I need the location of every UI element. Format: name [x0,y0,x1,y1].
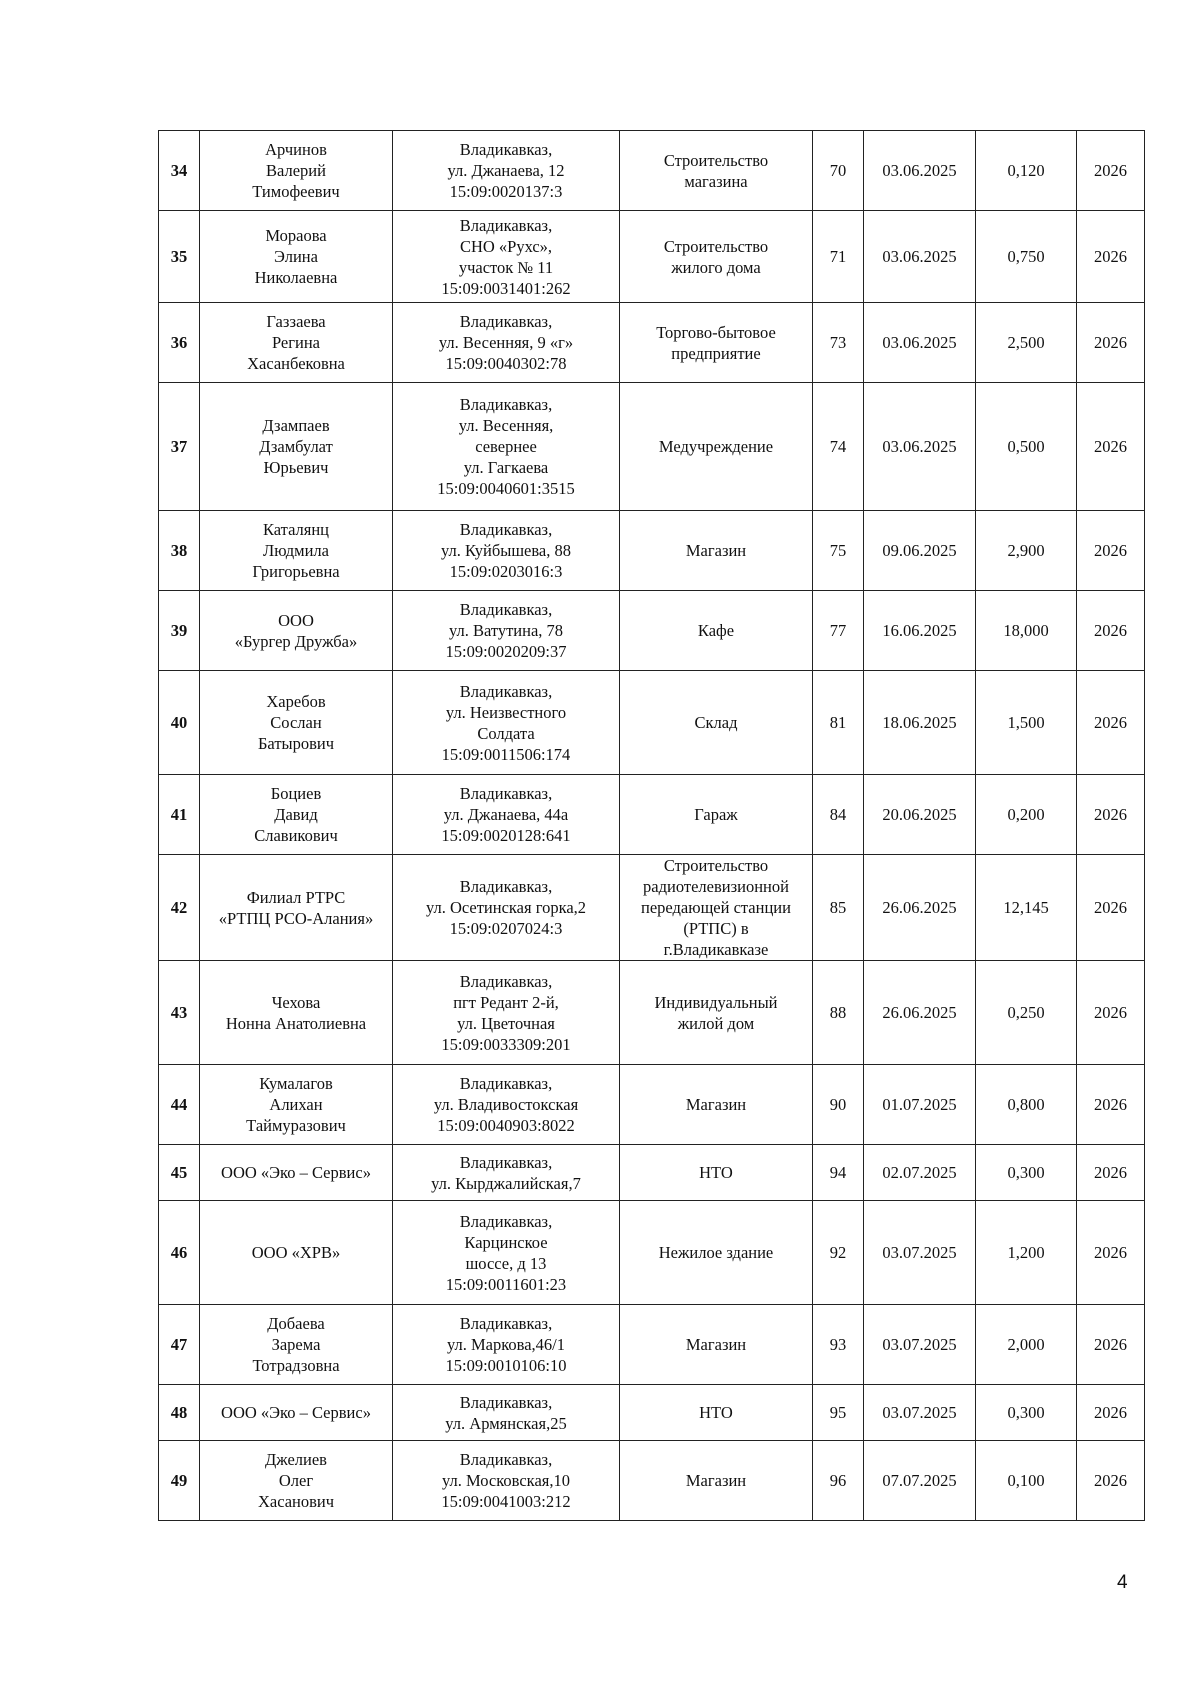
plot-purpose: Строительство радиотелевизионной передающей станции (РТПС) в г.Владикавказе [620,855,813,961]
plot-purpose: Гараж [620,775,813,855]
plot-address: Владикавказ, ул. Ватутина, 78 15:09:0020209:37 [393,591,620,671]
owner-name: Джелиев Олег Хасанович [200,1441,393,1521]
owner-name: Газзаева Регина Хасанбековна [200,303,393,383]
owner-name: ООО «Бургер Дружба» [200,591,393,671]
term-year: 2026 [1077,1385,1145,1441]
record-number: 84 [813,775,864,855]
row-number: 34 [159,131,200,211]
record-number: 73 [813,303,864,383]
record-number: 96 [813,1441,864,1521]
owner-name: Филиал РТРС «РТПЦ РСО-Алания» [200,855,393,961]
record-number: 93 [813,1305,864,1385]
page-number: 4 [1117,1572,1128,1593]
term-year: 2026 [1077,1145,1145,1201]
table-row [159,383,1145,511]
record-date: 03.07.2025 [864,1305,976,1385]
term-year: 2026 [1077,961,1145,1065]
table-row [159,1385,1145,1441]
plot-address: Владикавказ, ул. Куйбышева, 88 15:09:0203016:3 [393,511,620,591]
plot-area: 2,000 [976,1305,1077,1385]
plot-address: Владикавказ, ул. Джанаева, 12 15:09:0020137:3 [393,131,620,211]
plot-purpose: НТО [620,1385,813,1441]
term-year: 2026 [1077,775,1145,855]
owner-name: ООО «Эко – Сервис» [200,1385,393,1441]
plot-purpose: Нежилое здание [620,1201,813,1305]
term-year: 2026 [1077,211,1145,303]
row-number: 42 [159,855,200,961]
plot-address: Владикавказ, ул. Владивостокская 15:09:0040903:8022 [393,1065,620,1145]
plot-area: 0,250 [976,961,1077,1065]
plot-address: Владикавказ, пгт Редант 2-й, ул. Цветочная 15:09:0033309:201 [393,961,620,1065]
term-year: 2026 [1077,1201,1145,1305]
plot-address: Владикавказ, ул. Кырджалийская,7 [393,1145,620,1201]
record-number: 81 [813,671,864,775]
owner-name: Дзампаев Дзамбулат Юрьевич [200,383,393,511]
plot-address: Владикавказ, ул. Неизвестного Солдата 15:09:0011506:174 [393,671,620,775]
plot-address: Владикавказ, ул. Маркова,46/1 15:09:0010106:10 [393,1305,620,1385]
table-row [159,1145,1145,1201]
plot-address: Владикавказ, ул. Армянская,25 [393,1385,620,1441]
plot-purpose: Магазин [620,1441,813,1521]
term-year: 2026 [1077,303,1145,383]
plot-purpose: НТО [620,1145,813,1201]
plot-area: 1,200 [976,1201,1077,1305]
plot-address: Владикавказ, ул. Осетинская горка,2 15:09:0207024:3 [393,855,620,961]
plot-area: 2,900 [976,511,1077,591]
row-number: 39 [159,591,200,671]
row-number: 38 [159,511,200,591]
term-year: 2026 [1077,511,1145,591]
table-row [159,511,1145,591]
plot-area: 12,145 [976,855,1077,961]
plot-area: 0,500 [976,383,1077,511]
record-number: 71 [813,211,864,303]
plot-area: 0,750 [976,211,1077,303]
plot-purpose: Магазин [620,1065,813,1145]
plot-purpose: Магазин [620,511,813,591]
record-date: 26.06.2025 [864,961,976,1065]
record-number: 75 [813,511,864,591]
record-number: 70 [813,131,864,211]
record-date: 09.06.2025 [864,511,976,591]
plot-purpose: Индивидуальный жилой дом [620,961,813,1065]
record-date: 03.06.2025 [864,131,976,211]
record-date: 01.07.2025 [864,1065,976,1145]
row-number: 47 [159,1305,200,1385]
plot-area: 0,300 [976,1385,1077,1441]
row-number: 44 [159,1065,200,1145]
owner-name: Боциев Давид Славикович [200,775,393,855]
plot-area: 1,500 [976,671,1077,775]
row-number: 49 [159,1441,200,1521]
table-row [159,1065,1145,1145]
table-row [159,1441,1145,1521]
table-row [159,671,1145,775]
table-row [159,855,1145,961]
row-number: 40 [159,671,200,775]
row-number: 36 [159,303,200,383]
table-row [159,775,1145,855]
row-number: 37 [159,383,200,511]
plot-purpose: Строительство магазина [620,131,813,211]
table-row [159,961,1145,1065]
record-date: 03.06.2025 [864,211,976,303]
plot-purpose: Кафе [620,591,813,671]
owner-name: ООО «Эко – Сервис» [200,1145,393,1201]
table-row [159,303,1145,383]
plot-address: Владикавказ, ул. Весенняя, севернее ул. Гагкаева 15:09:0040601:3515 [393,383,620,511]
record-number: 94 [813,1145,864,1201]
plot-address: Владикавказ, СНО «Рухс», участок № 11 15:09:0031401:262 [393,211,620,303]
owner-name: ООО «ХРВ» [200,1201,393,1305]
record-date: 03.07.2025 [864,1201,976,1305]
owner-name: Харебов Сослан Батырович [200,671,393,775]
plot-area: 0,120 [976,131,1077,211]
record-number: 88 [813,961,864,1065]
owner-name: Добаева Зарема Тотрадзовна [200,1305,393,1385]
table-row [159,211,1145,303]
plot-purpose: Торгово-бытовое предприятие [620,303,813,383]
plot-area: 0,300 [976,1145,1077,1201]
plot-address: Владикавказ, ул. Весенняя, 9 «г» 15:09:0040302:78 [393,303,620,383]
record-date: 03.06.2025 [864,303,976,383]
term-year: 2026 [1077,131,1145,211]
term-year: 2026 [1077,591,1145,671]
owner-name: Арчинов Валерий Тимофеевич [200,131,393,211]
row-number: 48 [159,1385,200,1441]
plot-area: 0,800 [976,1065,1077,1145]
record-date: 03.07.2025 [864,1385,976,1441]
record-date: 07.07.2025 [864,1441,976,1521]
plot-area: 0,100 [976,1441,1077,1521]
row-number: 41 [159,775,200,855]
plot-purpose: Медучреждение [620,383,813,511]
record-number: 95 [813,1385,864,1441]
plot-address: Владикавказ, Карцинское шоссе, д 13 15:09:0011601:23 [393,1201,620,1305]
owner-name: Кумалагов Алихан Таймуразович [200,1065,393,1145]
row-number: 45 [159,1145,200,1201]
owner-name: Чехова Нонна Анатолиевна [200,961,393,1065]
record-number: 85 [813,855,864,961]
record-date: 16.06.2025 [864,591,976,671]
owner-name: Каталянц Людмила Григорьевна [200,511,393,591]
owner-name: Мораова Элина Николаевна [200,211,393,303]
term-year: 2026 [1077,1305,1145,1385]
record-number: 92 [813,1201,864,1305]
plot-purpose: Строительство жилого дома [620,211,813,303]
plot-purpose: Склад [620,671,813,775]
row-number: 46 [159,1201,200,1305]
row-number: 43 [159,961,200,1065]
plot-area: 2,500 [976,303,1077,383]
term-year: 2026 [1077,383,1145,511]
term-year: 2026 [1077,855,1145,961]
plot-area: 18,000 [976,591,1077,671]
plot-address: Владикавказ, ул. Московская,10 15:09:0041003:212 [393,1441,620,1521]
table-row [159,131,1145,211]
record-date: 03.06.2025 [864,383,976,511]
table-row [159,591,1145,671]
plot-purpose: Магазин [620,1305,813,1385]
table-body [159,131,1145,1521]
record-date: 26.06.2025 [864,855,976,961]
land-plots-table [158,130,1145,1521]
record-date: 02.07.2025 [864,1145,976,1201]
record-number: 90 [813,1065,864,1145]
row-number: 35 [159,211,200,303]
term-year: 2026 [1077,671,1145,775]
term-year: 2026 [1077,1441,1145,1521]
record-number: 77 [813,591,864,671]
record-date: 18.06.2025 [864,671,976,775]
table-row [159,1305,1145,1385]
plot-area: 0,200 [976,775,1077,855]
record-number: 74 [813,383,864,511]
record-date: 20.06.2025 [864,775,976,855]
plot-address: Владикавказ, ул. Джанаева, 44а 15:09:0020128:641 [393,775,620,855]
table-row [159,1201,1145,1305]
term-year: 2026 [1077,1065,1145,1145]
